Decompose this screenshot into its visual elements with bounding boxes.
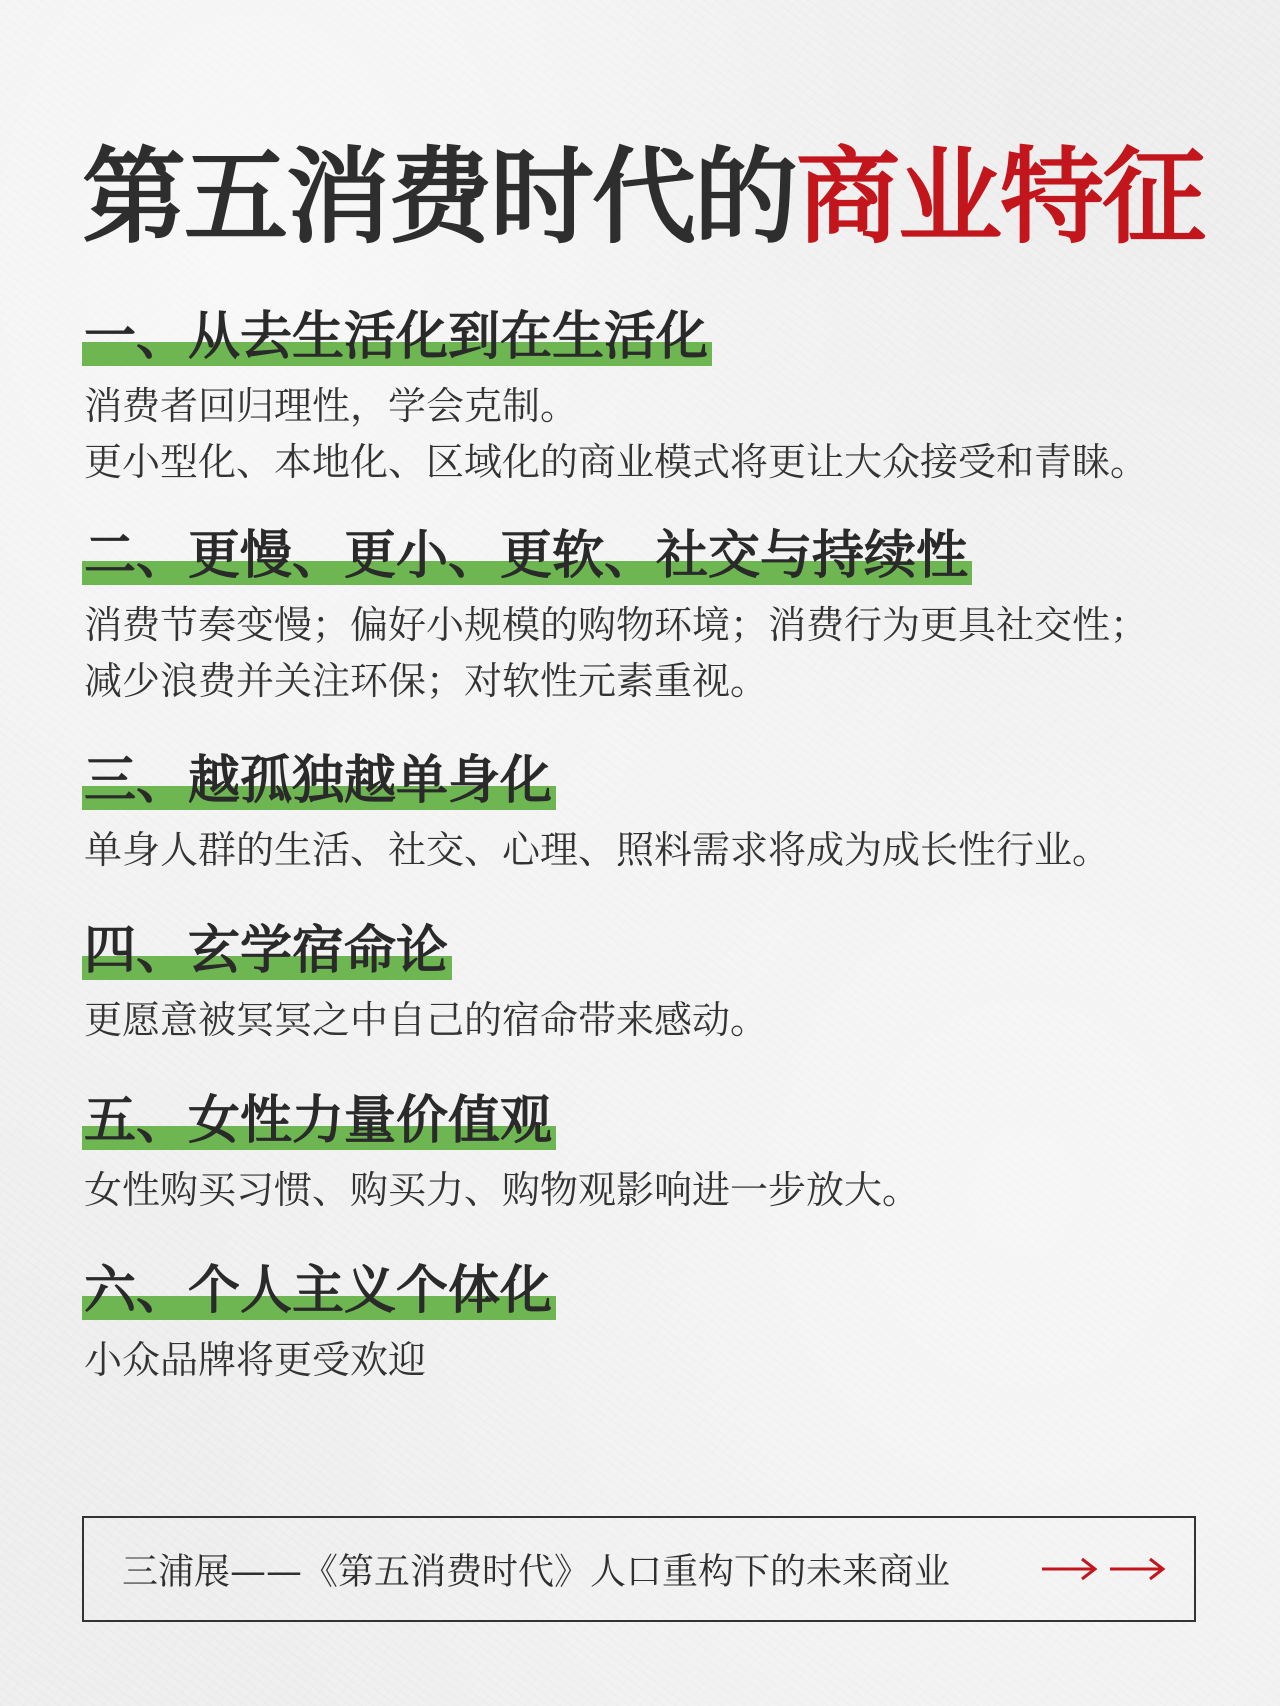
section-heading: 四、玄学宿命论 [84,921,449,981]
section-6 [84,1262,552,1388]
section-heading: 六、个人主义个体化 [84,1261,553,1321]
section-5 [84,1092,920,1218]
body-line: 消费节奏变慢；偏好小规模的购物环境；消费行为更具社交性； [84,602,1149,647]
section-heading: 二、更慢、更小、更软、社交与持续性 [84,526,969,586]
body-line: 女性购买习惯、购买力、购物观影响进一步放大。 [84,1167,921,1212]
body-line: 小众品牌将更受欢迎 [84,1337,427,1382]
body-line: 更愿意被冥冥之中自己的宿命带来感动。 [84,997,769,1042]
arrow-right-icon [1108,1557,1166,1581]
footer-arrows [1040,1557,1166,1581]
section-1 [84,308,1148,490]
section-4 [84,922,768,1048]
section-heading: 五、女性力量价值观 [84,1091,553,1151]
section-body [84,597,1148,709]
section-body [84,992,768,1048]
arrow-right-icon [1040,1557,1098,1581]
section-2 [84,527,1148,709]
body-line: 减少浪费并关注环保；对软性元素重视。 [84,658,769,703]
page-title [82,136,1205,258]
section-3 [84,752,1110,878]
section-body [84,1162,920,1218]
title-main: 第五消费时代的 [82,136,797,258]
section-body [84,1332,552,1388]
section-heading: 三、越孤独越单身化 [84,751,553,811]
section-body [84,822,1110,878]
section-body [84,378,1148,490]
title-accent: 商业特征 [796,136,1205,258]
body-line: 更小型化、本地化、区域化的商业模式将更让大众接受和青睐。 [84,439,1149,484]
footer-citation-text: 三浦展——《第五消费时代》人口重构下的未来商业 [122,1551,951,1593]
footer-citation-box [82,1516,1196,1622]
body-line: 消费者回归理性，学会克制。 [84,383,579,428]
section-heading: 一、从去生活化到在生活化 [84,307,709,367]
body-line: 单身人群的生活、社交、心理、照料需求将成为成长性行业。 [84,827,1111,872]
